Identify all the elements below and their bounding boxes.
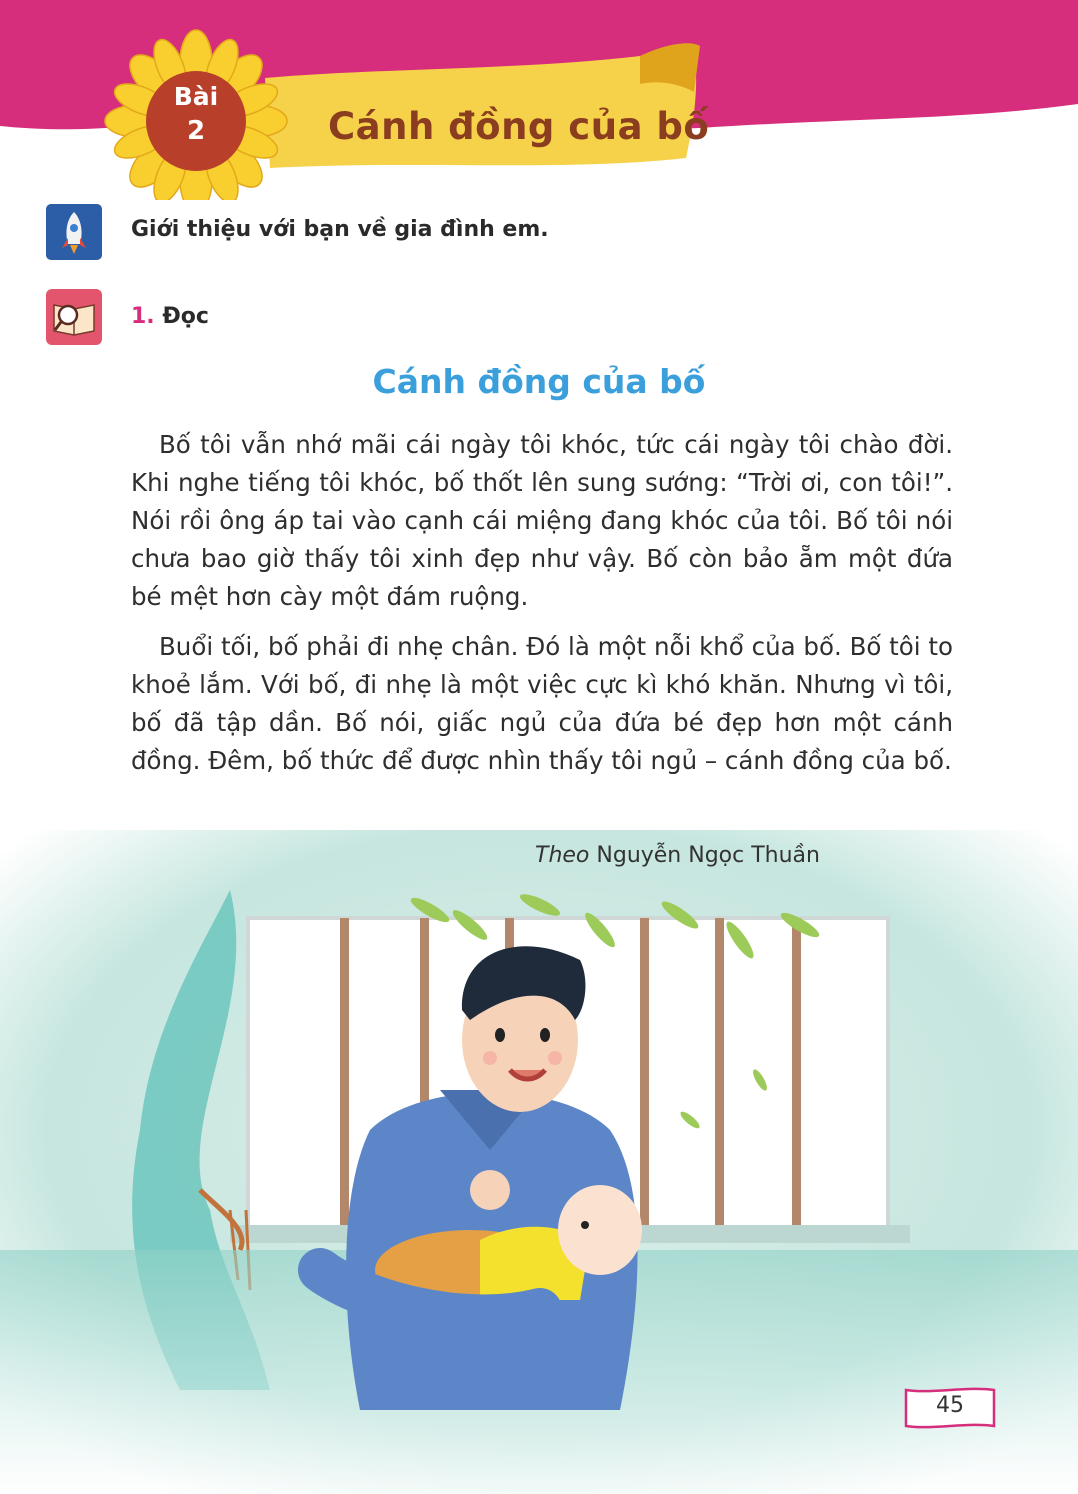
lesson-number: 2 — [186, 116, 206, 146]
lesson-number-badge — [147, 72, 245, 170]
story-paragraph-1: Bố tôi vẫn nhớ mãi cái ngày tôi khóc, tức cái ngày tôi chào đời. Khi nghe tiếng tôi khóc, bố thốt lên sung sướng: “Trời ơi, con tôi!”. Nói rồi ông áp tai vào cạnh cái miệng đang khóc của tôi. Bố tôi nói chưa bao giờ thấy tôi xinh đẹp như vậy. Bố còn bảo ẵm một đứa bé mệt hơn cày một đám ruộng. — [131, 430, 953, 611]
magnifier-book-icon — [46, 289, 102, 345]
author-prefix: Theo — [535, 843, 590, 868]
reading-label: Đọc — [162, 304, 209, 329]
warmup-text: Giới thiệu với bạn về gia đình em. — [131, 217, 549, 242]
reading-heading — [131, 304, 209, 329]
page-number: 45 — [936, 1393, 964, 1418]
rocket-icon — [46, 204, 102, 260]
author-name: Nguyễn Ngọc Thuần — [596, 843, 820, 868]
reading-number: 1. — [131, 304, 155, 329]
story-author — [535, 843, 820, 868]
lesson-title: Cánh đồng của bố — [328, 105, 710, 148]
story-title: Cánh đồng của bố — [372, 362, 706, 401]
lesson-label: Bài — [173, 82, 219, 111]
story-paragraph-2: Buổi tối, bố phải đi nhẹ chân. Đó là một nỗi khổ của bố. Bố tôi to khoẻ lắm. Với bố, đi nhẹ là một việc cực kì khó khăn. Nhưng vì tôi, bố đã tập dần. Bố nói, giấc ngủ của đứa bé đẹp hơn một cánh đồng. Đêm, bố thức để được nhìn thấy tôi ngủ – cánh đồng của bố. — [131, 632, 953, 775]
